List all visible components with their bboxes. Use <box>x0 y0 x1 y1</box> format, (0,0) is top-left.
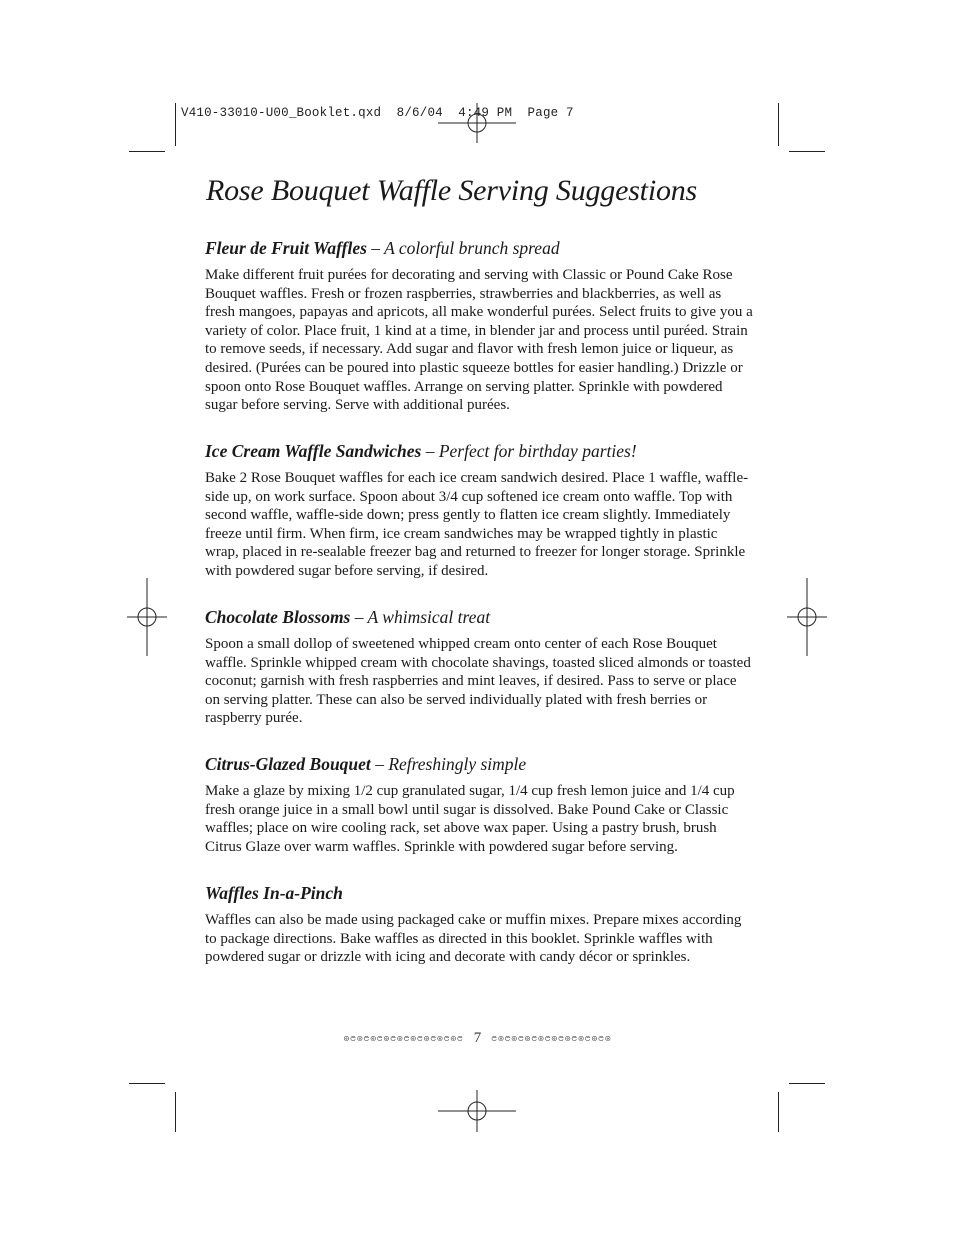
section-name: Fleur de Fruit Waffles <box>205 238 367 258</box>
page-footer <box>225 1030 730 1047</box>
section-body: Spoon a small dollop of sweetened whipped cream onto center of each Rose Bouquet waffle. Sprinkle whipped cream with chocolate shavings, toasted sliced almonds or toasted coconut; garnish with fresh raspberries and mint leaves, if desired. Pass to serve or place on serving platter. These can also be served individually plated with fresh berries or raspberry purée. <box>205 636 751 727</box>
section-subtitle: – A colorful brunch spread <box>371 238 560 258</box>
crop-mark-tr-vertical <box>778 103 779 146</box>
registration-mark-right-icon <box>787 578 827 656</box>
crop-mark-bl-vertical <box>175 1092 176 1132</box>
section-subtitle: – Perfect for birthday parties! <box>425 441 637 461</box>
section-name: Waffles In-a-Pinch <box>205 883 343 903</box>
section-ice-cream-sandwiches <box>205 441 753 581</box>
section-name: Citrus-Glazed Bouquet <box>205 754 371 774</box>
page-title: Rose Bouquet Waffle Serving Suggestions <box>206 174 698 207</box>
section-fleur-de-fruit <box>205 238 753 415</box>
crop-mark-tl-horizontal <box>129 151 165 152</box>
section-heading <box>205 441 753 462</box>
crop-mark-tr-horizontal <box>789 151 825 152</box>
page-number: 7 <box>473 1030 482 1046</box>
section-heading <box>205 607 753 628</box>
registration-mark-left-icon <box>127 578 167 656</box>
section-heading <box>205 754 753 775</box>
section-subtitle: – Refreshingly simple <box>375 754 527 774</box>
section-waffles-in-a-pinch <box>205 883 753 967</box>
crop-mark-br-vertical <box>778 1092 779 1132</box>
section-name: Chocolate Blossoms <box>205 607 351 627</box>
registration-mark-bottom-icon <box>438 1090 516 1132</box>
section-heading <box>205 883 753 904</box>
section-body: Bake 2 Rose Bouquet waffles for each ice cream sandwich desired. Place 1 waffle, waffle-side up, on work surface. Spoon about 3/4 cup softened ice cream onto waffle. Top with second waffle, waffle-side down; press gently to flatten ice cream slightly. Immediately freeze until firm. When firm, ice cream sandwiches may be wrapped tightly in plastic wrap, placed in re-sealable freezer bag and returned to freezer for longer storage. Sprinkle with powdered sugar before serving, if desired. <box>205 470 749 579</box>
print-slug: V410-33010-U00_Booklet.qxd 8/6/04 4:49 PM Page 7 <box>181 106 574 120</box>
section-chocolate-blossoms <box>205 607 753 728</box>
crop-mark-bl-horizontal <box>129 1083 165 1084</box>
crop-mark-tl-vertical <box>175 103 176 146</box>
section-citrus-glazed <box>205 754 753 856</box>
section-body: Make a glaze by mixing 1/2 cup granulated sugar, 1/4 cup fresh lemon juice and 1/4 cup fresh orange juice in a small bowl until sugar is dissolved. Bake Pound Cake or Classic waffles; place on wire cooling rack, set above wax paper. Using a pastry brush, brush Citrus Glaze over warm waffles. Sprinkle with powdered sugar before serving. <box>205 783 735 855</box>
section-body: Make different fruit purées for decorating and serving with Classic or Pound Cake Rose Bouquet waffles. Fresh or frozen raspberries, strawberries and blackberries, as well as fresh mangoes, papayas and apricots, all make wonderful purées. Select fruits to give you a variety of color. Place fruit, 1 kind at a time, in blender jar and process until puréed. Strain to remove seeds, if necessary. Add sugar and flavor with fresh lemon juice or liqueur, as desired. (Purées can be poured into plastic squeeze bottles for easier handling.) Drizzle or spoon onto Rose Bouquet waffles. Arrange on serving platter. Sprinkle with powdered sugar before serving. Serve with additional purées. <box>205 267 753 414</box>
section-name: Ice Cream Waffle Sandwiches <box>205 441 422 461</box>
scroll-ornament-left-icon: ၜၔၜၔၜၔၜၔၜၔၜၔၜၔၜၔၜၔ <box>343 1031 464 1044</box>
section-body: Waffles can also be made using packaged cake or muffin mixes. Prepare mixes according to package directions. Bake waffles as directed in this booklet. Sprinkle waffles with powdered sugar or drizzle with icing and decorate with candy décor or sprinkles. <box>205 912 742 966</box>
crop-mark-br-horizontal <box>789 1083 825 1084</box>
scroll-ornament-right-icon: ၔၜၔၜၔၜၔၜၔၜၔၜၔၜၔၜၔၜ <box>491 1031 612 1044</box>
section-heading <box>205 238 753 259</box>
section-subtitle: – A whimsical treat <box>354 607 491 627</box>
